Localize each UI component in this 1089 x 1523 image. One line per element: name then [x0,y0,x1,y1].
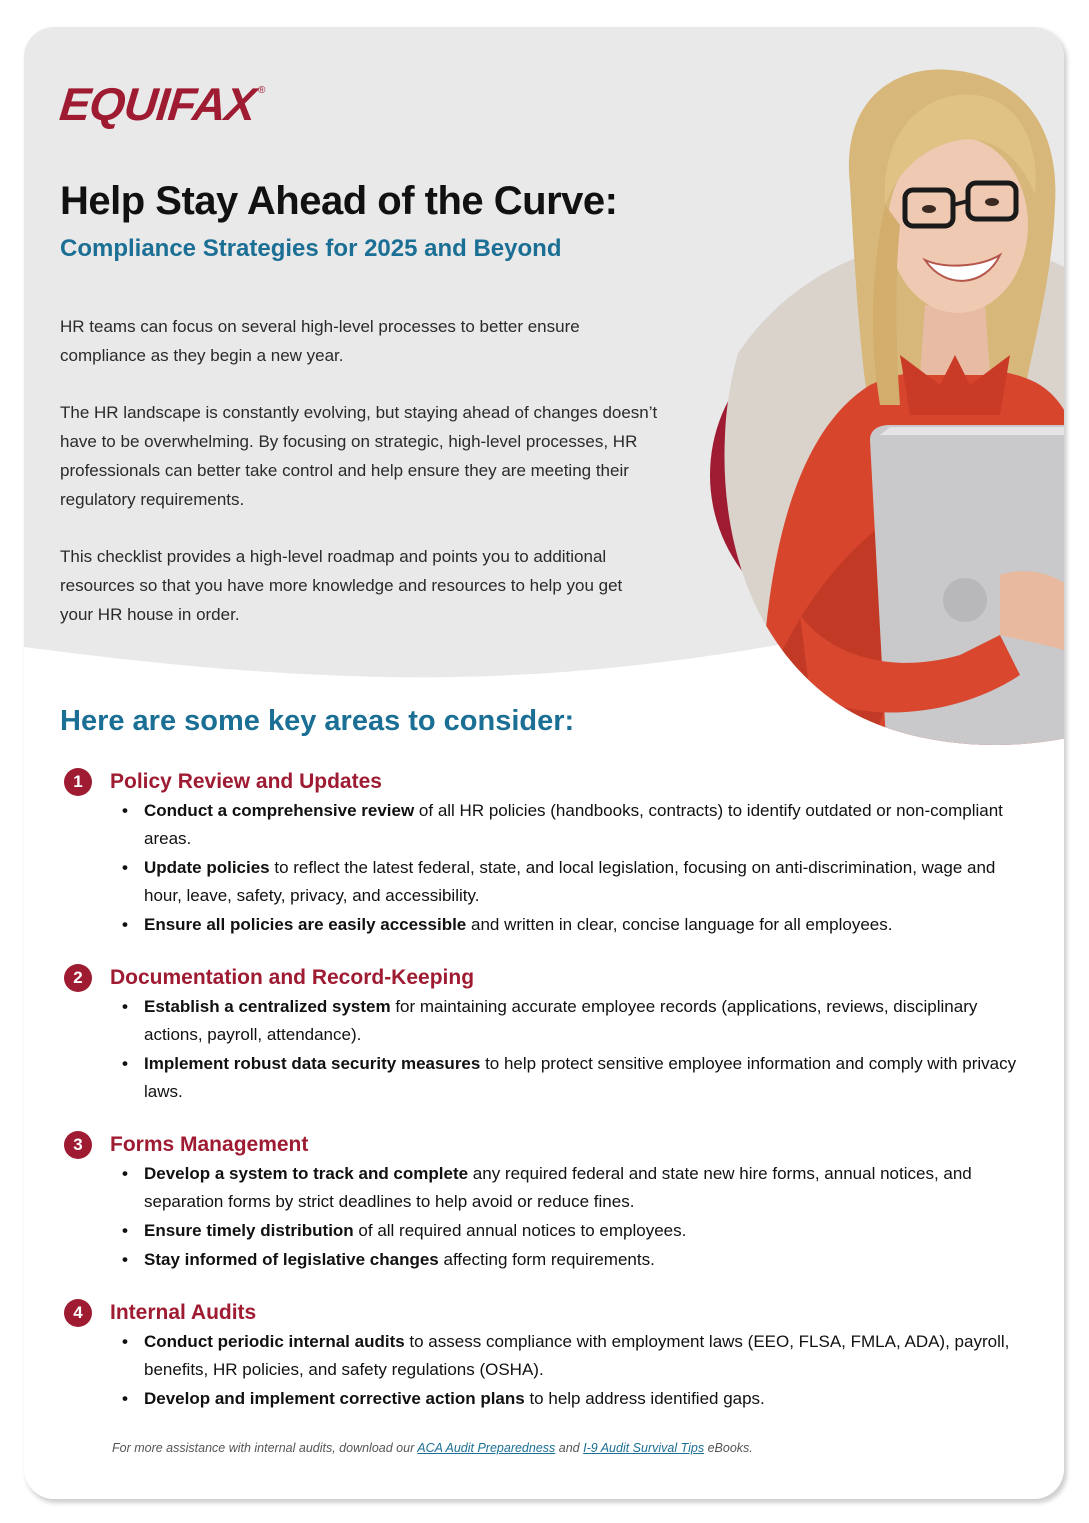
area-title: Documentation and Record-Keeping [110,966,475,989]
bullet-emphasis: Develop a system to track and complete [144,1164,469,1183]
bullet-text: to assess compliance with employment laws (EEO, FLSA, FMLA, ADA), payroll, benefits, HR policies, and safety regulations (OSHA). [144,1332,1010,1379]
area-header [64,1130,1024,1160]
key-area-4 [64,1298,1024,1413]
bullet-item [120,993,1024,1049]
footnote-prefix: For more assistance with internal audits, download our [112,1441,418,1455]
logo-wordmark: EQUIFAX [57,78,258,130]
bullet-item [120,1385,1024,1413]
number-badge: 3 [64,1131,92,1159]
number-badge: 1 [64,768,92,796]
bullet-glyph: • [122,1250,128,1269]
bullet-item [120,1160,1024,1216]
footnote [112,1441,753,1455]
bullet-text: affecting form requirements. [438,1250,655,1269]
area-title: Forms Management [110,1133,309,1156]
bullet-item [120,797,1024,853]
bullet-text: of all HR policies (handbooks, contracts) to identify outdated or non-compliant areas. [144,801,1003,848]
bullet-emphasis: Develop and implement corrective action plans [144,1389,525,1408]
i9-audit-link[interactable]: I-9 Audit Survival Tips [583,1441,705,1455]
intro-paragraph: This checklist provides a high-level roadmap and points you to additional resources so that you have more knowledge and resources to help you get your HR house in order. [60,547,623,624]
bullet-glyph: • [122,1164,128,1183]
key-areas-list [64,767,1024,1437]
area-title: Internal Audits [110,1301,257,1324]
bullet-text: to help address identified gaps. [524,1389,765,1408]
bullet-glyph: • [122,1054,128,1073]
footnote-suffix: eBooks. [704,1441,753,1455]
bullet-emphasis: Implement robust data security measures [144,1054,481,1073]
bullet-glyph: • [122,915,128,934]
area-header [64,963,1024,993]
bullet-emphasis: Ensure all policies are easily accessible [144,915,467,934]
intro-section [60,312,660,657]
number-badge: 2 [64,964,92,992]
page-subtitle: Compliance Strategies for 2025 and Beyond [60,235,562,262]
aca-audit-link[interactable]: ACA Audit Preparedness [417,1441,556,1455]
bullet-glyph: • [122,1221,128,1240]
equifax-logo [57,78,266,130]
bullet-item [120,854,1024,910]
area-header [64,1298,1024,1328]
bullet-item [120,1050,1024,1106]
area-title: Policy Review and Updates [110,770,382,793]
hero-photo [700,55,1064,755]
document-page [24,27,1064,1499]
footnote-middle: and [555,1441,584,1455]
key-areas-heading: Here are some key areas to consider: [60,705,575,737]
bullet-emphasis: Conduct periodic internal audits [144,1332,405,1351]
number-badge: 4 [64,1299,92,1327]
intro-paragraph: HR teams can focus on several high-level processes to better ensure compliance as they begin a new year. [60,317,580,365]
key-area-2 [64,963,1024,1106]
bullet-text: to help protect sensitive employee information and comply with privacy laws. [144,1054,1017,1101]
area-bullets [64,993,1024,1106]
bullet-item [120,911,1024,939]
bullet-text: for maintaining accurate employee records (applications, reviews, disciplinary actions, payroll, attendance). [144,997,978,1044]
bullet-glyph: • [122,801,128,820]
intro-paragraph: The HR landscape is constantly evolving, but staying ahead of changes doesn’t have to be overwhelming. By focusing on strategic, high-level processes, HR professionals can better take control and help ensure they are meeting their regulatory requirements. [60,403,658,509]
bullet-text: and written in clear, concise language for all employees. [466,915,893,934]
bullet-item [120,1246,1024,1274]
area-bullets [64,797,1024,939]
bullet-emphasis: Conduct a comprehensive review [144,801,415,820]
area-header [64,767,1024,797]
area-bullets [64,1328,1024,1413]
registered-mark: ® [257,85,266,96]
area-bullets [64,1160,1024,1274]
bullet-text: of all required annual notices to employees. [353,1221,687,1240]
bullet-emphasis: Establish a centralized system [144,997,391,1016]
bullet-text: to reflect the latest federal, state, and local legislation, focusing on anti-discrimination, wage and hour, leave, safety, privacy, and accessibility. [144,858,996,905]
bullet-text: any required federal and state new hire forms, annual notices, and separation forms by strict deadlines to help avoid or reduce fines. [144,1164,972,1211]
bullet-item [120,1217,1024,1245]
key-area-3 [64,1130,1024,1274]
bullet-glyph: • [122,1332,128,1351]
key-area-1 [64,767,1024,939]
bullet-item [120,1328,1024,1384]
bullet-emphasis: Stay informed of legislative changes [144,1250,439,1269]
bullet-glyph: • [122,1389,128,1408]
bullet-emphasis: Ensure timely distribution [144,1221,354,1240]
bullet-emphasis: Update policies [144,858,270,877]
bullet-glyph: • [122,858,128,877]
page-title: Help Stay Ahead of the Curve: [60,179,618,223]
bullet-glyph: • [122,997,128,1016]
